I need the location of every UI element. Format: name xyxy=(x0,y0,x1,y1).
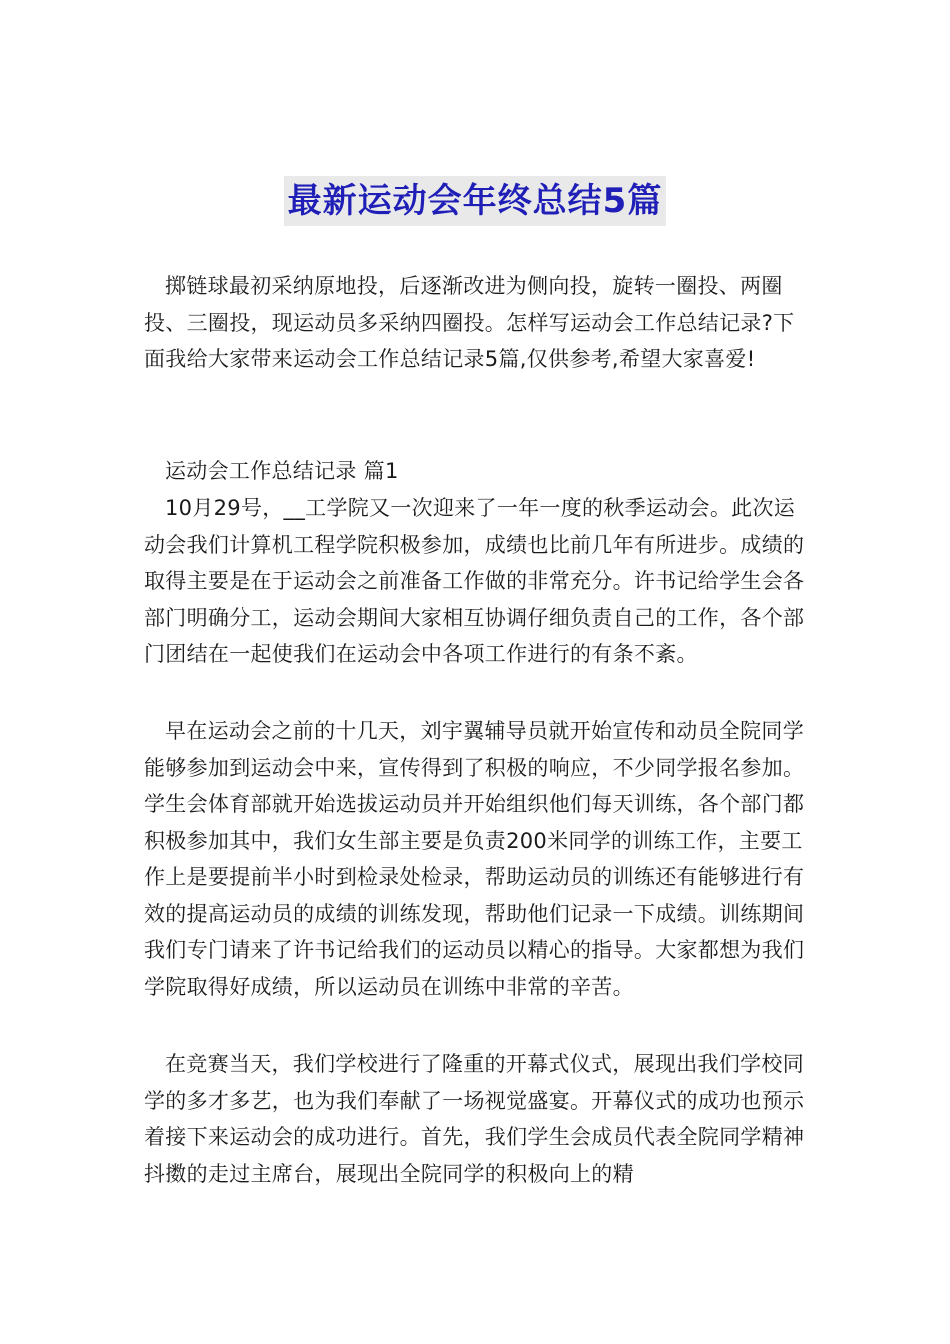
body-paragraph-3: 在竞赛当天，我们学校进行了隆重的开幕式仪式，展现出我们学校同学的多才多艺，也为我们奉献了一场视觉盛宴。开幕仪式的成功也预示着接下来运动会的成功进行。首先，我们学生会成员代表全院同学精神抖擞的走过主席台，展现出全院同学的积极向上的精 xyxy=(144,1052,805,1186)
body-paragraph-2: 早在运动会之前的十几天，刘宇翼辅导员就开始宣传和动员全院同学能够参加到运动会中来，宣传得到了积极的响应，不少同学报名参加。学生会体育部就开始选拔运动员并开始组织他们每天训练，各个部门都积极参加其中，我们女生部主要是负责200米同学的训练工作，主要工作上是要提前半小时到检录处检录，帮助运动员的训练还有能够进行有效的提高运动员的成绩的训练发现，帮助他们记录一下成绩。训练期间我们专门请来了许书记给我们的运动员以精心的指导。大家都想为我们学院取得好成绩，所以运动员在训练中非常的辛苦。 xyxy=(144,719,805,999)
document-title: 最新运动会年终总结5篇 xyxy=(284,176,667,226)
body-paragraph-1: 10月29号，__工学院又一次迎来了一年一度的秋季运动会。此次运动会我们计算机工程学院积极参加，成绩也比前几年有所进步。成绩的取得主要是在于运动会之前准备工作做的非常充分。许书记给学生会各部门明确分工，运动会期间大家相互协调仔细负责自己的工作，各个部门团结在一起使我们在运动会中各项工作进行的有条不紊。 xyxy=(144,496,805,666)
intro-paragraph: 掷链球最初采纳原地投，后逐渐改进为侧向投，旋转一圈投、两圈投、三圈投，现运动员多采纳四圈投。怎样写运动会工作总结记录?下面我给大家带来运动会工作总结记录5篇,仅供参考,希望大家喜爱! xyxy=(144,274,795,371)
title-container xyxy=(0,176,950,226)
section-heading: 运动会工作总结记录 篇1 xyxy=(165,459,399,483)
